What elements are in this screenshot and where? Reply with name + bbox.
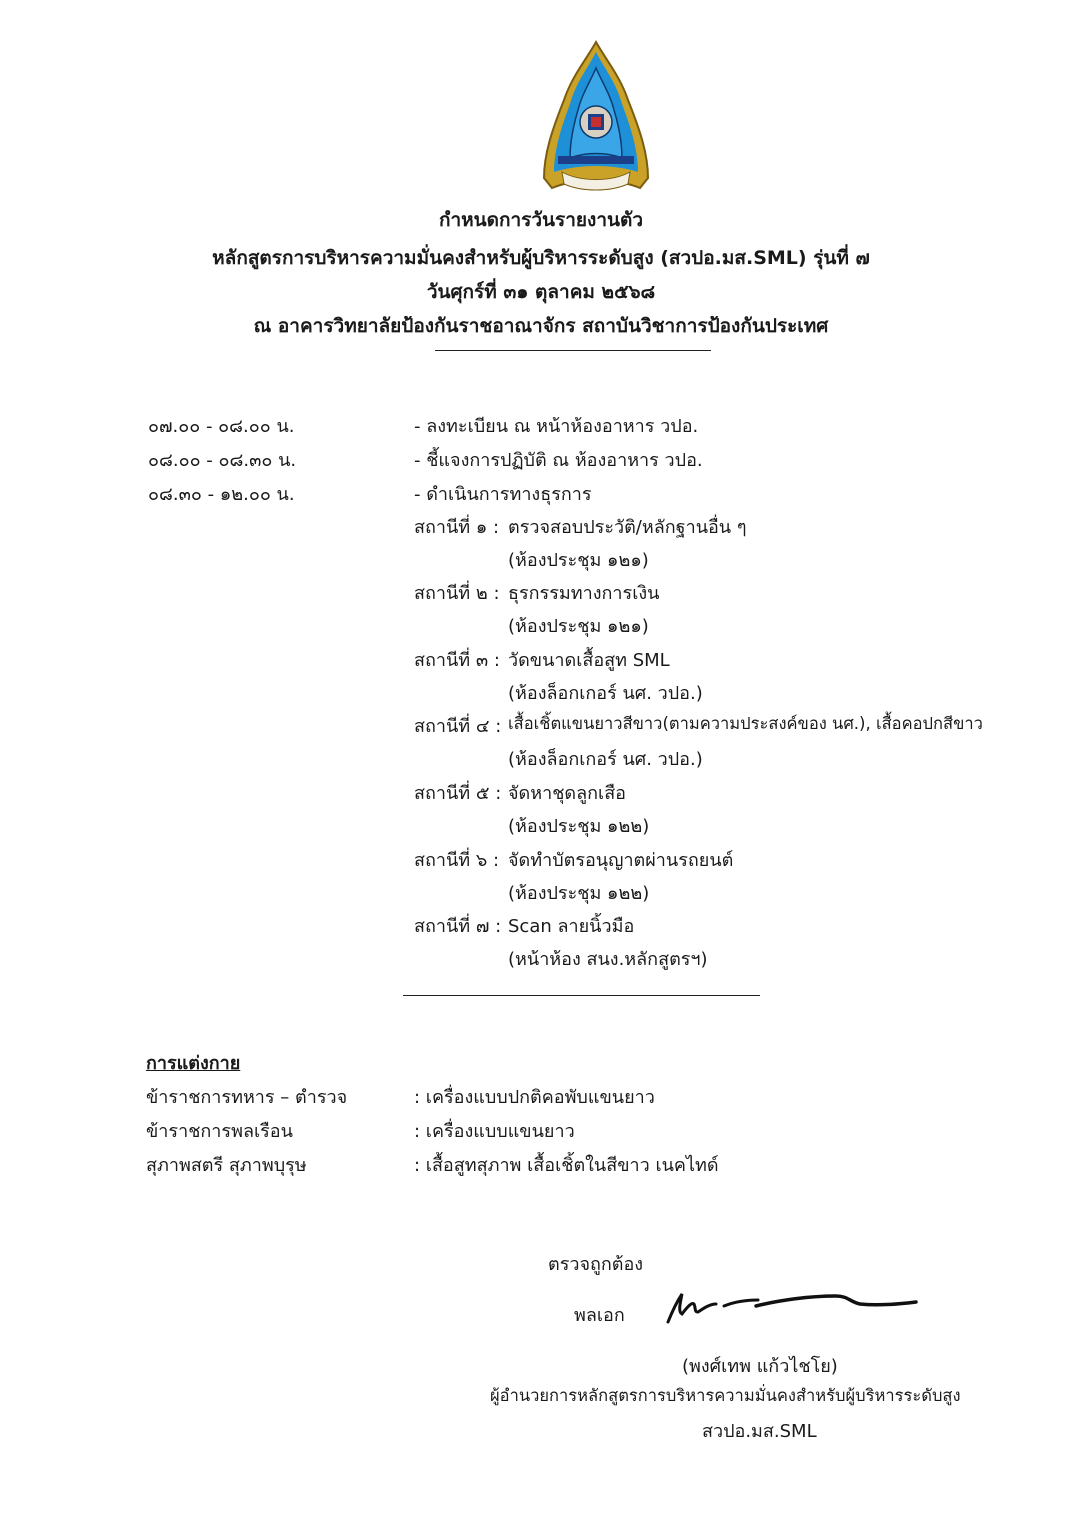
station-label: สถานีที่ ๑ : [414, 517, 500, 538]
dress-attire: : เครื่องแบบแขนยาว [414, 1121, 575, 1142]
station-task: ตรวจสอบประวัติ/หลักฐานอื่น ๆ [508, 517, 747, 538]
station-room: (ห้องประชุม ๑๒๑) [508, 550, 649, 571]
schedule-activity: - ลงทะเบียน ณ หน้าห้องอาหาร วปอ. [414, 416, 699, 437]
station-room: (ห้องล็อกเกอร์ นศ. วปอ.) [508, 749, 703, 770]
rank-label: พลเอก [574, 1305, 625, 1326]
section-divider [403, 995, 760, 996]
station-room: (หน้าห้อง สนง.หลักสูตรฯ) [508, 949, 708, 970]
header-divider [435, 350, 711, 351]
dress-who: สุภาพสตรี สุภาพบุรุษ [146, 1155, 307, 1176]
dress-attire: : เครื่องแบบปกติคอพับแขนยาว [414, 1087, 655, 1108]
station-label: สถานีที่ ๗ : [414, 916, 502, 937]
signatory-name: (พงศ์เทพ แก้วไชโย) [682, 1356, 838, 1377]
station-room: (ห้องประชุม ๑๒๒) [508, 883, 650, 904]
station-task: วัดขนาดเสื้อสูท SML [508, 650, 670, 671]
schedule-activity: - ชี้แจงการปฏิบัติ ณ ห้องอาหาร วปอ. [414, 450, 703, 471]
schedule-time: ๐๗.๐๐ - ๐๘.๐๐ น. [148, 416, 295, 437]
dress-who: ข้าราชการทหาร – ตำรวจ [146, 1087, 348, 1108]
course-name: หลักสูตรการบริหารความมั่นคงสำหรับผู้บริหารระดับสูง (สวปอ.มส.SML) รุ่นที่ ๗ [212, 247, 870, 269]
station-task: Scan ลายนิ้วมือ [508, 916, 635, 937]
signature-mark [660, 1282, 922, 1332]
verified-label: ตรวจถูกต้อง [548, 1254, 644, 1275]
document-title: กำหนดการวันรายงานตัว [438, 209, 643, 231]
station-room: (ห้องประชุม ๑๒๒) [508, 816, 650, 837]
station-room: (ห้องล็อกเกอร์ นศ. วปอ.) [508, 683, 703, 704]
station-task: จัดทำบัตรอนุญาตผ่านรถยนต์ [508, 850, 734, 871]
station-task: จัดหาชุดลูกเสือ [508, 783, 626, 804]
schedule-time: ๐๘.๐๐ - ๐๘.๓๐ น. [148, 450, 297, 471]
station-task: เสื้อเชิ้ตแขนยาวสีขาว(ตามความประสงค์ของ นศ.), เสื้อคอปกสีขาว [508, 714, 983, 733]
station-room: (ห้องประชุม ๑๒๑) [508, 616, 649, 637]
signatory-position: ผู้อำนวยการหลักสูตรการบริหารความมั่นคงสำหรับผู้บริหารระดับสูง [490, 1386, 961, 1405]
station-label: สถานีที่ ๕ : [414, 783, 502, 804]
report-date: วันศุกร์ที่ ๓๑ ตุลาคม ๒๕๖๘ [426, 281, 656, 303]
dress-who: ข้าราชการพลเรือน [146, 1121, 293, 1142]
dress-heading: การแต่งกาย [146, 1053, 241, 1074]
dress-attire: : เสื้อสูทสุภาพ เสื้อเชิ้ตในสีขาว เนคไทด์ [414, 1155, 719, 1176]
signatory-org: สวปอ.มส.SML [702, 1421, 817, 1442]
station-label: สถานีที่ ๖ : [414, 850, 500, 871]
station-task: ธุรกรรมทางการเงิน [508, 583, 660, 604]
schedule-activity: - ดำเนินการทางธุรการ [414, 484, 592, 505]
schedule-time: ๐๘.๓๐ - ๑๒.๐๐ น. [148, 484, 295, 505]
station-label: สถานีที่ ๒ : [414, 583, 500, 604]
venue: ณ อาคารวิทยาลัยป้องกันราชอาณาจักร สถาบันวิชาการป้องกันประเทศ [253, 315, 829, 337]
station-label: สถานีที่ ๔ : [414, 716, 502, 737]
station-label: สถานีที่ ๓ : [414, 650, 500, 671]
ndc-emblem-icon [536, 38, 656, 198]
